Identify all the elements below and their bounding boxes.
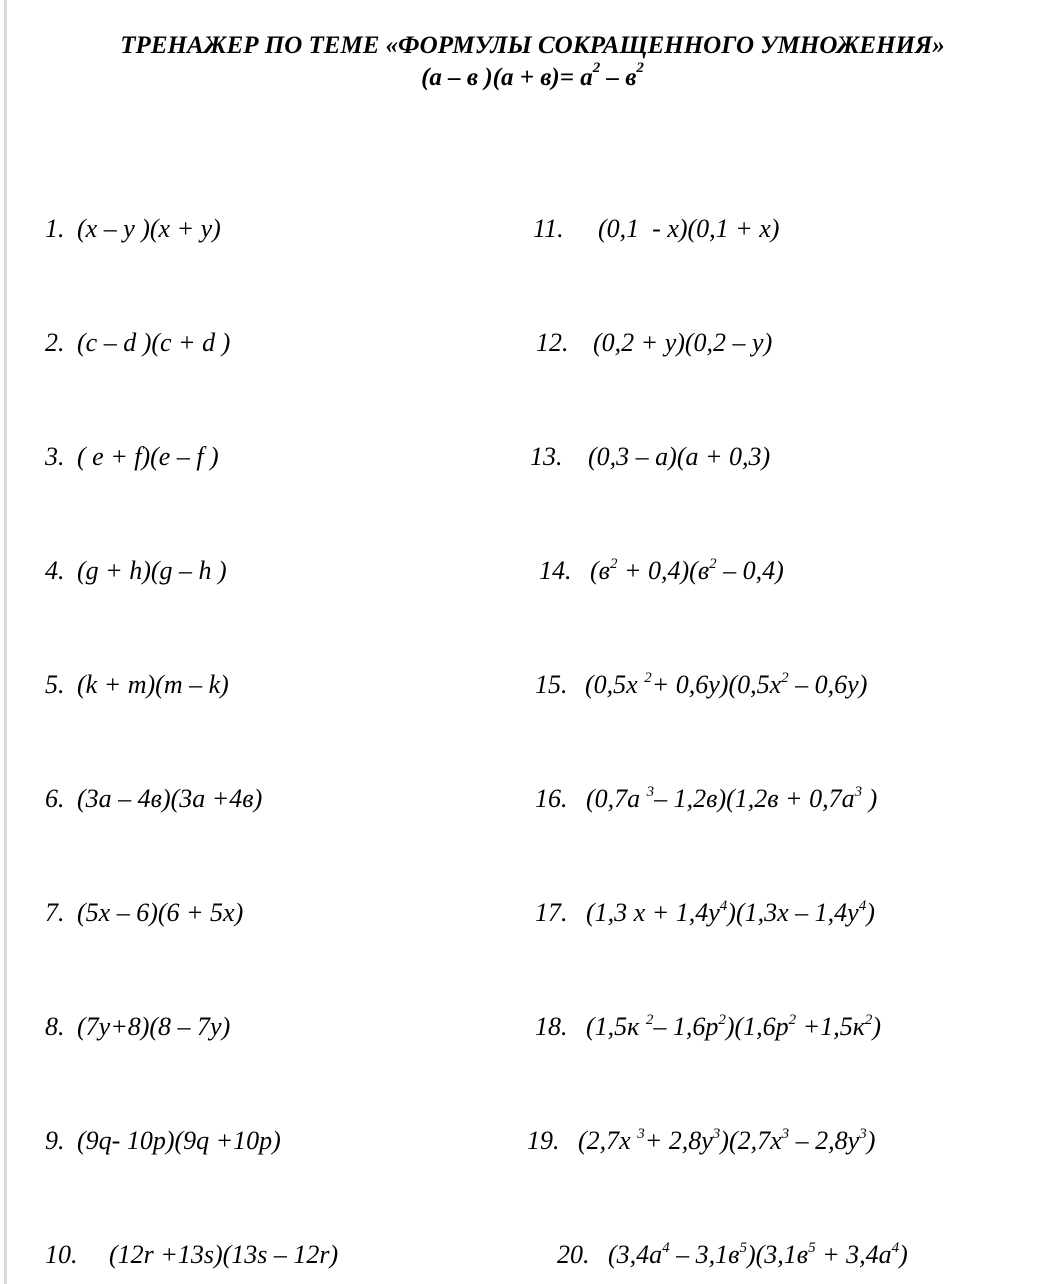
- exercise-number: 4.: [45, 556, 65, 585]
- exercise-expression: (12r +13s)(13s – 12r): [109, 1240, 339, 1269]
- exercise-number: 10.: [45, 1240, 78, 1269]
- exercise-9: [45, 1126, 281, 1156]
- exercise-6: [45, 784, 262, 814]
- exercise-number: 11.: [533, 214, 564, 243]
- exercise-number: 12.: [536, 328, 569, 357]
- exercise-number: 17.: [535, 898, 568, 927]
- exercise-expression: $(в^2 + 0,4)(в^2 - 0,4)$: [590, 556, 784, 585]
- formula-exponent: 2: [592, 60, 601, 76]
- exercise-expression: (0,1 - x)(0,1 + x): [598, 214, 780, 243]
- exercise-number: 16.: [535, 784, 568, 813]
- exercise-2: [45, 328, 230, 358]
- exercise-number: 5.: [45, 670, 65, 699]
- exercise-expression: (7y+8)(8 – 7y): [77, 1012, 231, 1041]
- worksheet-title: ТРЕНАЖЕР ПО ТЕМЕ «ФОРМУЛЫ СОКРАЩЕННОГО УМНОЖЕНИЯ»: [120, 32, 945, 59]
- exercise-number: 2.: [45, 328, 65, 357]
- exercise-number: 6.: [45, 784, 65, 813]
- exercise-15: [535, 670, 867, 700]
- exercise-19: [527, 1126, 875, 1156]
- formula-exponent: 2: [636, 60, 644, 76]
- exercise-expression: (0,5x $^2+ 0,6y)(0,5x^2 - 0,6y)$: [585, 670, 868, 699]
- exercise-expression: (0,7a $^3$– $1,2в)(1,2в + 0,7a^3$ ): [586, 784, 878, 813]
- exercise-expression: (1,3 $x + 1,4y^4)(1,3x - 1,4y^4)$: [586, 898, 875, 927]
- exercise-number: 20.: [557, 1240, 590, 1269]
- exercise-12: [536, 328, 772, 358]
- exercise-expression: (9q- 10p)(9q +10p): [77, 1126, 281, 1155]
- formula-part: – в: [600, 64, 637, 91]
- exercise-16: [535, 784, 877, 814]
- exercise-17: [535, 898, 875, 928]
- main-formula: [20, 60, 1045, 93]
- exercise-14: [539, 556, 784, 586]
- exercise-7: [45, 898, 243, 928]
- page-edge-line: [4, 0, 7, 1284]
- exercise-number: 3.: [45, 442, 65, 471]
- exercise-number: 13.: [530, 442, 563, 471]
- exercise-13: [530, 442, 770, 472]
- exercise-11: [533, 214, 779, 244]
- exercise-expression: (c – d )(c + d ): [77, 328, 231, 357]
- exercise-number: 1.: [45, 214, 65, 243]
- exercise-5: [45, 670, 229, 700]
- exercise-number: 14.: [539, 556, 572, 585]
- exercise-expression: (x – y )(x + y): [77, 214, 221, 243]
- exercise-expression: (5x – 6)(6 + 5x): [77, 898, 244, 927]
- exercise-expression: (g + h)(g – h ): [77, 556, 227, 585]
- exercise-18: [535, 1012, 881, 1042]
- exercise-expression: ( e + f)(e – f ): [77, 442, 219, 471]
- exercise-number: 19.: [527, 1126, 560, 1155]
- exercise-number: 8.: [45, 1012, 65, 1041]
- exercise-number: 18.: [535, 1012, 568, 1041]
- exercise-expression: (0,2 + y)(0,2 – y): [593, 328, 773, 357]
- exercise-4: [45, 556, 227, 586]
- exercise-number: 7.: [45, 898, 65, 927]
- exercise-number: 15.: [535, 670, 568, 699]
- exercise-8: [45, 1012, 230, 1042]
- exercise-10: [45, 1240, 338, 1270]
- exercise-expression: (k + m)(m – k): [77, 670, 229, 699]
- exercise-expression: (2,7x $^3+ 2,8y^3)(2,7x^3 - 2,8y^3)$: [578, 1126, 876, 1155]
- exercise-expression: (3a – 4в)(3a +4в): [77, 784, 263, 813]
- exercise-20: [557, 1240, 908, 1270]
- exercise-expression: $(3,4a^4 - 3,1в^5)(3,1в^5 + 3,4a^4)$: [608, 1240, 908, 1269]
- exercise-1: [45, 214, 221, 244]
- exercise-expression: (0,3 – a)(a + 0,3): [588, 442, 771, 471]
- exercise-expression: (1,5к $^2$– $1,6p^2)(1,6p^2 +1,5к^2)$: [586, 1012, 882, 1041]
- exercise-3: [45, 442, 219, 472]
- formula-part: (а – в )(а + в)= а: [421, 64, 593, 91]
- exercise-number: 9.: [45, 1126, 65, 1155]
